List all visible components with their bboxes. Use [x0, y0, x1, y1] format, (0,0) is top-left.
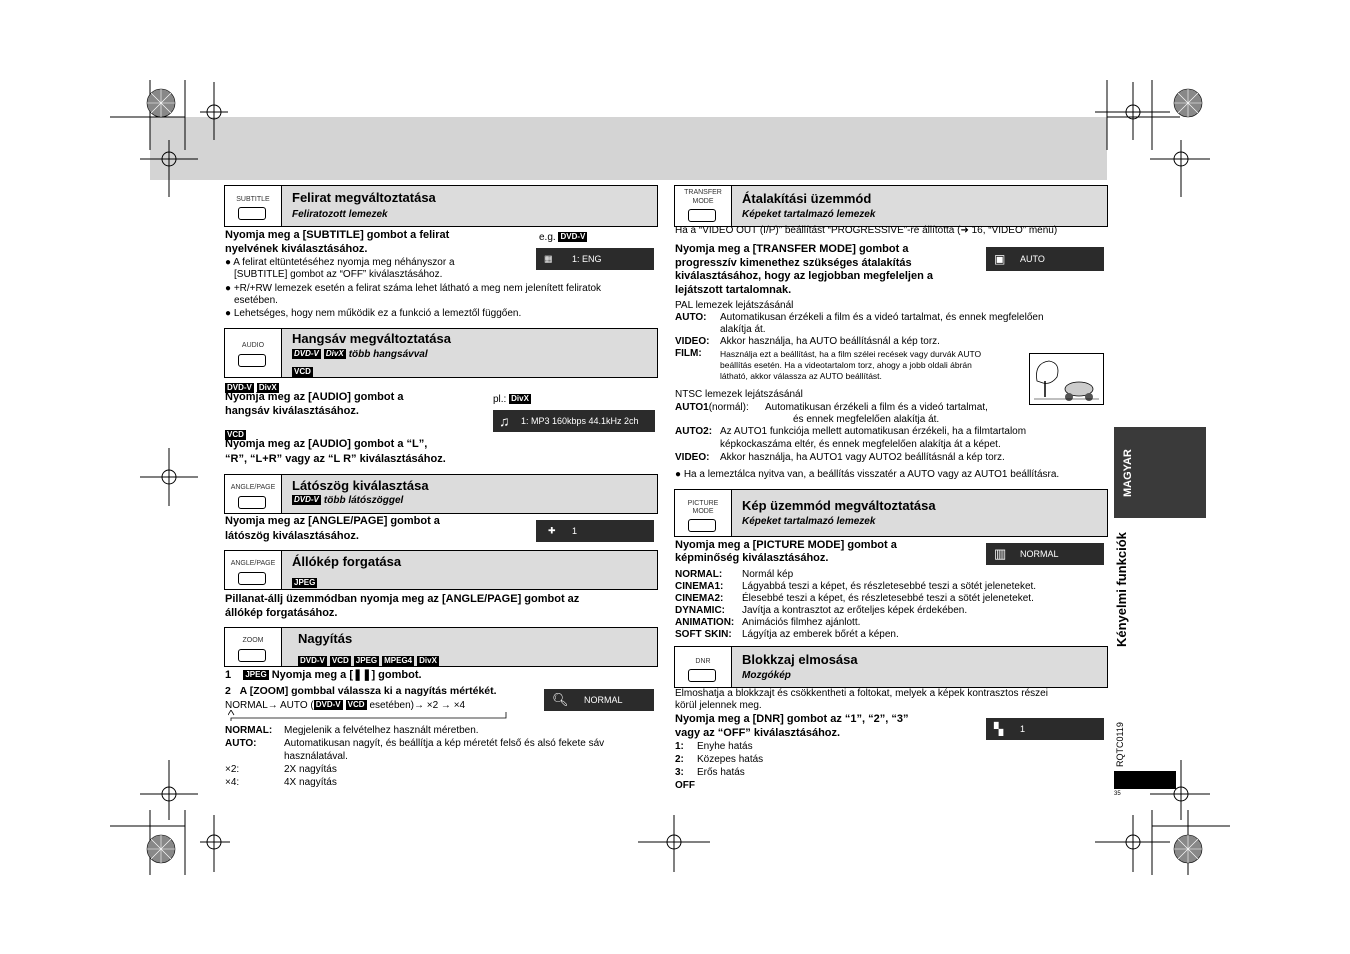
- angle-screen: [536, 520, 654, 542]
- transfer-pal3-val3: látható, akkor válassza az AUTO beállítást.: [720, 371, 882, 381]
- dnr-title: Blokkzaj elmosása: [742, 652, 858, 667]
- picture-screen: [986, 543, 1104, 565]
- transfer-ntsc2-val2: képkockaszáma eltér, és ennek megfelelően alakítja át a képet.: [720, 439, 1001, 450]
- dnr-screen-text: 1: [1020, 724, 1026, 734]
- zoom-def2-val2: használatával.: [284, 751, 348, 762]
- picture-header: [674, 489, 1108, 537]
- picture-subtitle: Képeket tartalmazó lemezek: [742, 516, 876, 527]
- transfer-instr1: Nyomja meg a [TRANSFER MODE] gombot a: [675, 243, 909, 255]
- angle-button-graphic: [225, 475, 282, 513]
- zoom-loop-arrow: [228, 710, 510, 722]
- audio-screen: [493, 410, 655, 432]
- dnr-desc2: körül jelennek meg.: [675, 700, 762, 711]
- dnr-level3-key: 3:: [675, 767, 684, 778]
- transfer-button-label1: TRANSFER: [684, 189, 722, 196]
- audio-button-icon: [238, 354, 266, 367]
- subtitle-screen-text: 1: ENG: [572, 254, 602, 264]
- dnr-instr1: Nyomja meg a [DNR] gombot az “1”, “2”, “3”: [675, 713, 909, 725]
- picture-mode4-key: DYNAMIC:: [675, 605, 725, 616]
- music-note-icon: ♫: [499, 413, 510, 429]
- transfer-screen-text: AUTO: [1020, 254, 1045, 264]
- transfer-ntsc1-val2: és ennek megfelelően alakítja át.: [793, 414, 940, 425]
- audio-button-graphic: [225, 329, 282, 377]
- dnr-screen: [986, 718, 1104, 740]
- zoom-def4-val: 4X nagyítás: [284, 777, 337, 788]
- dnr-screen-icon: ▚: [994, 722, 1004, 736]
- transfer-screen-icon: ▣: [994, 252, 1006, 266]
- picture-button-graphic: [675, 490, 732, 536]
- rotate-button-label: ANGLE/PAGE: [230, 560, 276, 567]
- transfer-pal1-val1: Automatikusan érzékeli a film és a videó tartalmat, és ennek megfelelően: [720, 312, 1044, 323]
- picture-instr1: Nyomja meg a [PICTURE MODE] gombot a: [675, 539, 897, 551]
- zoom-step1: 1 JPEG Nyomja meg a [❚❚] gombot.: [225, 669, 422, 681]
- transfer-instr2: progresszív kimenethez szükséges átalakítás: [675, 257, 912, 269]
- transfer-ntsc2-key: AUTO2:: [675, 426, 713, 437]
- picture-button-label2: MODE: [692, 508, 714, 515]
- transfer-ntsc-heading: NTSC lemezek lejátszásánál: [675, 389, 803, 400]
- zoom-def3-key: ×2:: [225, 764, 240, 775]
- transfer-pal1-key: AUTO:: [675, 312, 707, 323]
- audio-instr3: Nyomja meg az [AUDIO] gombot a “L”,: [225, 438, 428, 450]
- picture-mode3-val: Élesebbé teszi a képet, és részletesebbé teszi a sötét jeleneteket.: [742, 593, 1034, 604]
- rotate-title: Állókép forgatása: [292, 554, 402, 569]
- camera-icon: ✚: [548, 525, 556, 536]
- transfer-pal2-key: VIDEO:: [675, 336, 710, 347]
- angle-button-label: ANGLE/PAGE: [230, 484, 276, 491]
- picture-title: Kép üzemmód megváltoztatása: [742, 498, 936, 513]
- language-tab: [1114, 427, 1206, 518]
- audio-vcd-tag: VCD: [294, 366, 311, 376]
- subtitle-button-icon: [238, 207, 266, 220]
- language-label: MAGYAR: [1122, 449, 1134, 497]
- subtitle-instr1: Nyomja meg a [SUBTITLE] gombot a felirat: [225, 229, 450, 241]
- audio-screen-text: 1: MP3 160kbps 44.1kHz 2ch: [521, 416, 639, 426]
- transfer-header: [674, 185, 1108, 227]
- dnr-level1-val: Enyhe hatás: [697, 741, 753, 752]
- angle-header: [224, 474, 658, 514]
- picture-instr2: képminőség kiválasztásához.: [675, 552, 829, 564]
- picture-mode2-key: CINEMA1:: [675, 581, 724, 592]
- transfer-pal2-val: Akkor használja, ha AUTO beállításnál a kép torz.: [720, 336, 940, 347]
- dnr-button-label: DNR: [695, 658, 711, 665]
- subtitle-eg: e.g. DVD-V: [539, 232, 586, 243]
- rotate-header: [224, 550, 658, 590]
- language-tab-text-wrap: [1122, 449, 1136, 511]
- picture-mode5-val: Animációs filmhez ajánlott.: [742, 617, 861, 628]
- subtitle-bullet3: ● Lehetséges, hogy nem működik ez a funkció a lemeztől függően.: [225, 308, 522, 319]
- angle-button-icon: [238, 496, 266, 509]
- angle-instr1: Nyomja meg az [ANGLE/PAGE] gombot a: [225, 515, 440, 527]
- dnr-level1-key: 1:: [675, 741, 684, 752]
- zoom-header: [224, 627, 658, 667]
- audio-header: [224, 328, 658, 378]
- transfer-ntsc3-val: Akkor használja, ha AUTO1 vagy AUTO2 beállításnál a kép torz.: [720, 452, 1005, 463]
- transfer-pal3-val1: Használja ezt a beállítást, ha a film szélei recések vagy durvák AUTO: [720, 349, 982, 359]
- rotate-instr2: állókép forgatásához.: [225, 607, 338, 619]
- audio-pl: pl.: DivX: [493, 394, 529, 405]
- transfer-instr3: kiválasztásához, hogy az legjobban megfeleljen a: [675, 270, 933, 282]
- picture-mode1-val: Normál kép: [742, 569, 794, 580]
- section-label-wrap: [1114, 532, 1130, 662]
- transfer-bullet: ● Ha a lemeztálca nyitva van, a beállítás visszatér a AUTO vagy az AUTO1 beállításra.: [675, 469, 1060, 480]
- dnr-subtitle: Mozgókép: [742, 670, 791, 681]
- picture-mode2-val: Lágyabbá teszi a képet, és részletesebbé teszi a sötét jeleneteket.: [742, 581, 1037, 592]
- zoom-def3-val: 2X nagyítás: [284, 764, 337, 775]
- page-number: 35: [1114, 791, 1121, 797]
- dnr-level-off: OFF: [675, 780, 695, 791]
- audio-instr1: Nyomja meg az [AUDIO] gombot a: [225, 391, 404, 403]
- dnr-level2-val: Közepes hatás: [697, 754, 764, 765]
- dnr-button-icon: [688, 669, 716, 682]
- dnr-button-graphic: [675, 647, 732, 687]
- subtitle-subtitle: Feliratozott lemezek: [292, 209, 388, 220]
- picture-mode3-key: CINEMA2:: [675, 593, 724, 604]
- zoom-sequence: NORMAL→ AUTO ( DVD-V VCD esetében)→ ×2 → ×4: [225, 700, 466, 711]
- zoom-def2-val1: Automatikusan nagyít, és beállítja a kép méretét felső és alsó fekete sáv: [284, 738, 605, 749]
- angle-instr2: látószög kiválasztásához.: [225, 530, 359, 542]
- audio-tags: DVD-V DivX: [227, 382, 277, 392]
- zoom-def2-key: AUTO:: [225, 738, 257, 749]
- picture-mode6-val: Lágyítja az emberek bőrét a képen.: [742, 629, 899, 640]
- transfer-instr4: lejátszott tartalomnak.: [675, 284, 792, 296]
- rotate-button-graphic: [225, 551, 282, 589]
- transfer-screen: [986, 247, 1104, 271]
- subtitle-header: [224, 185, 658, 227]
- subtitle-screen-icon: ▦: [544, 253, 553, 264]
- dnr-instr2: vagy az “OFF” kiválasztásához.: [675, 727, 841, 739]
- zoom-button-label: ZOOM: [242, 637, 264, 644]
- distorted-image-illustration: [1029, 353, 1104, 405]
- picture-mode4-val: Javítja a kontrasztot az erőteljes képek érdekében.: [742, 605, 968, 616]
- picture-screen-icon: ▥: [994, 546, 1007, 561]
- dnr-desc1: Elmoshatja a blokkzajt és csökkentheti a foltokat, melyek a képek kontrasztos részei: [675, 688, 1048, 699]
- picture-screen-text: NORMAL: [1020, 549, 1059, 559]
- angle-screen-text: 1: [572, 526, 578, 536]
- zoom-screen-text: NORMAL: [584, 695, 623, 705]
- picture-mode5-key: ANIMATION:: [675, 617, 735, 628]
- page-number-block: [1114, 771, 1176, 789]
- picture-button-icon: [688, 519, 716, 532]
- rotate-button-icon: [238, 572, 266, 585]
- dnr-level3-val: Erős hatás: [697, 767, 745, 778]
- audio-title: Hangsáv megváltoztatása: [292, 331, 451, 346]
- picture-mode6-key: SOFT SKIN:: [675, 629, 732, 640]
- transfer-button-label2: MODE: [692, 198, 714, 205]
- transfer-pal1-val2: alakítja át.: [720, 324, 766, 335]
- subtitle-button-label: SUBTITLE: [236, 196, 270, 203]
- zoom-screen: [544, 689, 654, 711]
- audio-vcd-tag2: VCD: [227, 429, 244, 439]
- transfer-button-graphic: [675, 186, 732, 226]
- doc-code: RQTC0119: [1115, 722, 1125, 767]
- rotate-instr1: Pillanat-állj üzemmódban nyomja meg az [ANGLE/PAGE] gombot az: [225, 593, 580, 605]
- subtitle-title: Felirat megváltoztatása: [292, 190, 436, 205]
- audio-instr2: hangsáv kiválasztásához.: [225, 405, 359, 417]
- dnr-header: [674, 646, 1108, 688]
- rotate-tag: JPEG: [294, 577, 316, 587]
- subtitle-instr2: nyelvének kiválasztásához.: [225, 243, 368, 255]
- transfer-pal3-key: FILM:: [675, 348, 702, 359]
- zoom-def1-key: NORMAL:: [225, 725, 273, 736]
- audio-button-label: AUDIO: [241, 342, 265, 349]
- zoom-step2: 2 A [ZOOM] gombbal válassza ki a nagyítás mértékét.: [225, 685, 497, 697]
- transfer-subtitle: Képeket tartalmazó lemezek: [742, 209, 876, 220]
- audio-instr4: “R”, “L+R” vagy az “L R” kiválasztásához.: [225, 453, 446, 465]
- transfer-title: Átalakítási üzemmód: [742, 191, 872, 206]
- transfer-ntsc1-key: AUTO1(normál):: [675, 402, 749, 413]
- subtitle-screen: [536, 248, 654, 270]
- transfer-pal3-val2: beállítás esetén. Ha a videotartalom torz, ahogy a jobb oldali ábrán: [720, 360, 972, 370]
- transfer-button-icon: [688, 209, 716, 222]
- subtitle-bullet1a: ● A felirat eltüntetéséhez nyomja meg néhányszor a: [225, 257, 455, 268]
- transfer-ntsc3-key: VIDEO:: [675, 452, 710, 463]
- subtitle-button-graphic: [225, 186, 282, 226]
- zoom-def1-val: Megjelenik a felvételhez használt méretben.: [284, 725, 479, 736]
- transfer-ntsc1-val1: Automatikusan érzékeli a film és a videó tartalmat,: [765, 402, 988, 413]
- zoom-title: Nagyítás: [298, 631, 353, 646]
- section-label: Kényelmi funkciók: [1114, 532, 1129, 647]
- angle-subline: DVD-V több látószöggel: [294, 495, 404, 506]
- zoom-def4-key: ×4:: [225, 777, 240, 788]
- zoom-button-icon: [238, 649, 266, 662]
- transfer-note: Ha a “VIDEO OUT (I/P)” beállítást “PROGRESSIVE”-re állította (➜ 16, “VIDEO” menü): [675, 225, 1058, 236]
- subtitle-bullet2b: esetében.: [234, 295, 278, 306]
- subtitle-bullet1b: [SUBTITLE] gombot az “OFF” kiválasztásához.: [234, 269, 443, 280]
- subtitle-bullet2a: ● +R/+RW lemezek esetén a felirat száma lehet látható a meg nem jelenített feliratok: [225, 283, 602, 294]
- angle-title: Látószög kiválasztása: [292, 478, 429, 493]
- magnifier-icon: 🔍︎: [552, 692, 569, 707]
- picture-button-label1: PICTURE: [687, 500, 719, 507]
- zoom-tags: DVD-V VCD JPEG MPEG4 DivX: [300, 655, 437, 665]
- transfer-pal-heading: PAL lemezek lejátszásánál: [675, 300, 794, 311]
- zoom-button-graphic: [225, 628, 282, 666]
- picture-mode1-key: NORMAL:: [675, 569, 723, 580]
- audio-subline: DVD-V DivX több hangsávval: [294, 349, 428, 360]
- dnr-level2-key: 2:: [675, 754, 684, 765]
- transfer-ntsc2-val1: Az AUTO1 funkciója mellett automatikusan érzékeli, ha a filmtartalom: [720, 426, 1027, 437]
